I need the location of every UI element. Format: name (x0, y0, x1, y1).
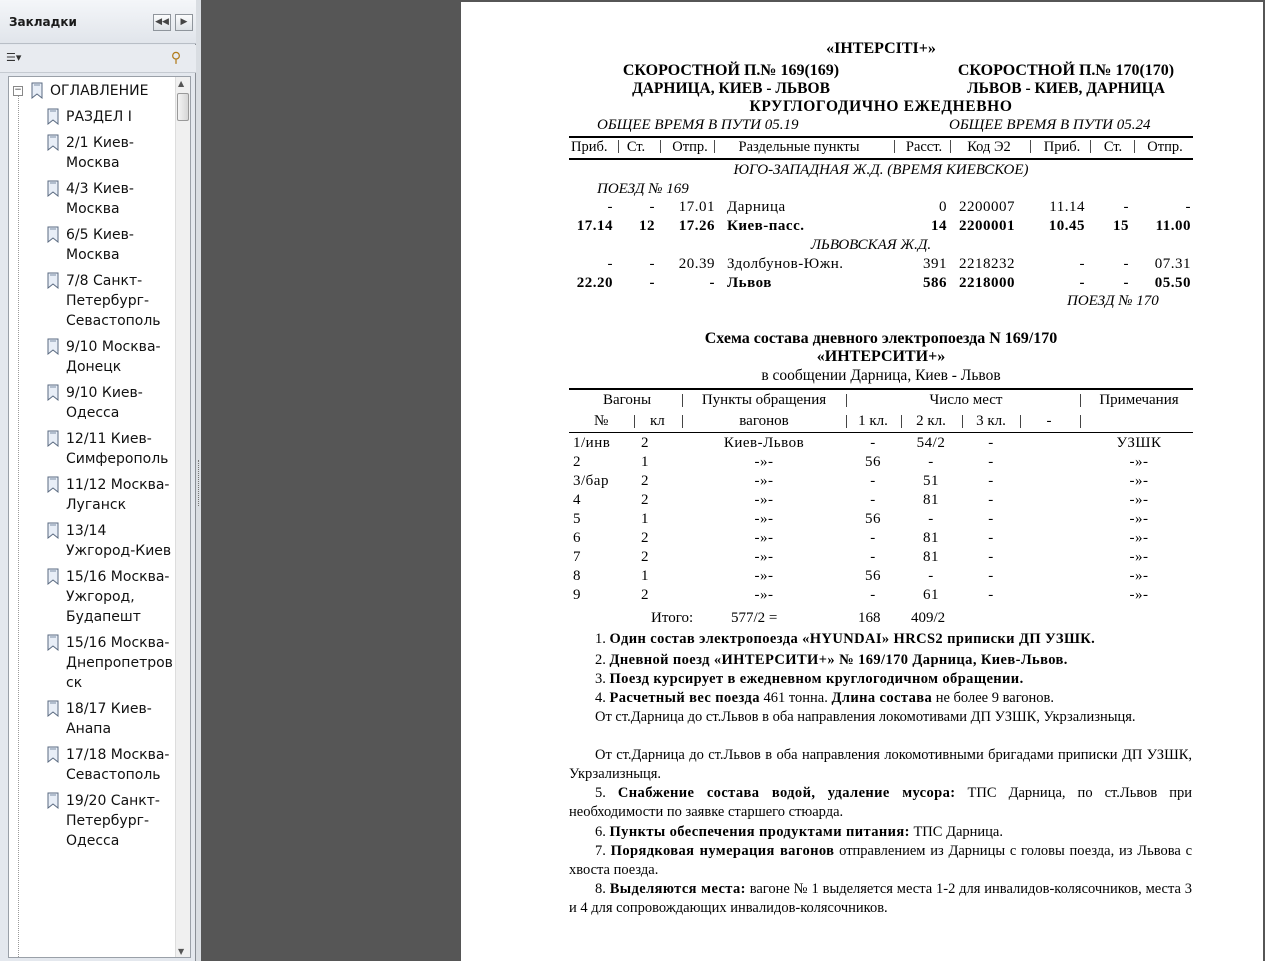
schedule-header-cell: Отпр. (1147, 139, 1183, 155)
car-cell-pt: -»- (754, 568, 774, 584)
schedule-cell-dep: 17.01 (678, 199, 715, 215)
car-cell-s1: - (870, 549, 876, 565)
total-time-left: ОБЩЕЕ ВРЕМЯ В ПУТИ 05.19 (597, 117, 799, 133)
schedule-cell-name: Львов (727, 275, 772, 291)
bookmark-icon (46, 522, 60, 539)
scheme-brand: «ИНТЕРСИТИ+» (816, 348, 946, 365)
car-cell-no: 7 (573, 549, 581, 565)
bookmark-label: 11/12 Москва-Луганск (66, 477, 170, 513)
header-separator: | (1029, 138, 1032, 154)
car-cell-kl: 2 (641, 492, 649, 508)
header-separator: | (893, 138, 896, 154)
note-bold-text: Расчетный вес поезда (609, 690, 760, 706)
col-wagons: Вагоны (602, 392, 652, 408)
note-paragraph (569, 880, 1192, 918)
schedule-cell-dep2: - (1185, 199, 1191, 215)
bookmark-item[interactable] (9, 107, 175, 127)
bookmark-item[interactable] (9, 179, 175, 219)
col-seats: Число мест (929, 392, 1003, 408)
car-cell-s1: - (870, 530, 876, 546)
bookmark-label: 6/5 Киев-Москва (66, 227, 134, 263)
car-cell-note: -»- (1129, 454, 1149, 470)
scheme-subtitle: в сообщении Дарница, Киев - Львов (761, 367, 1001, 384)
schedule-header-cell: Приб. (1043, 139, 1081, 155)
schedule-header-cell: Код Э2 (967, 139, 1011, 155)
car-cell-s3: - (988, 473, 994, 489)
rule-top (569, 136, 1193, 138)
total-count: 577/2 = (731, 610, 778, 626)
tree-scrollbar[interactable] (175, 77, 190, 957)
col-points-2: вагонов (739, 413, 789, 429)
car-cell-s3: - (988, 435, 994, 451)
schedule-cell-st2: 15 (1113, 218, 1129, 234)
train-169-label: ПОЕЗД № 169 (597, 181, 689, 197)
bookmark-label: 7/8 Санкт-Петербург-Севастополь (66, 273, 161, 329)
bookmark-icon (46, 430, 60, 447)
car-cell-no: 3/бар (573, 473, 609, 489)
schedule-cell-name: Киев-пасс. (727, 218, 805, 234)
note-bold-text: Один состав электропоезда «HYUNDAI» HRCS2 приписки ДП УЗШК. (609, 631, 1096, 647)
scroll-down-icon[interactable]: ▼ (178, 947, 185, 956)
left-train-number: СКОРОСТНОЙ П.№ 169(169) (622, 62, 840, 79)
note-paragraph (569, 630, 1192, 649)
car-cell-note: -»- (1129, 549, 1149, 565)
bookmark-item[interactable] (9, 475, 175, 515)
schedule-header-cell: Расст. (905, 139, 943, 155)
car-cell-s1: 56 (865, 511, 881, 527)
bookmarks-header (0, 0, 196, 44)
note-number: 2. (595, 652, 610, 668)
car-cell-kl: 2 (641, 435, 649, 451)
note-text: От ст.Дарница до ст.Львов в оба направления локомотивными бригадами приписки ДП УЗШК, Укрзализныця. (569, 747, 1192, 782)
schedule-cell-st: - (649, 275, 655, 291)
schedule-header-cell: Приб. (571, 139, 608, 155)
bookmark-item[interactable] (9, 791, 175, 851)
bookmark-icon (46, 180, 60, 197)
car-cell-s2: 51 (923, 473, 939, 489)
note-text: не более 9 вагонов. (932, 690, 1055, 706)
bookmark-item[interactable] (9, 567, 175, 627)
document-viewer (201, 0, 1265, 961)
note-paragraph (569, 823, 1192, 842)
car-cell-note: -»- (1129, 530, 1149, 546)
bookmark-list (9, 77, 175, 851)
car-cell-s3: - (988, 530, 994, 546)
note-number: 3. (595, 671, 610, 687)
bookmark-item[interactable] (9, 699, 175, 739)
car-cell-s2: - (928, 568, 934, 584)
car-cell-s3: - (988, 587, 994, 603)
schedule-cell-code: 2218232 (959, 256, 1015, 272)
scroll-thumb[interactable] (177, 93, 189, 121)
total-label: Итого: (651, 610, 694, 626)
note-bold-text: Дневной поезд «ИНТЕРСИТИ+» № 169/170 Дарница, Киев-Львов. (609, 652, 1068, 668)
car-cell-note: -»- (1129, 473, 1149, 489)
splitter-grip[interactable] (198, 460, 200, 506)
schedule-header-cell: Отпр. (672, 139, 708, 155)
car-cell-pt: -»- (754, 511, 774, 527)
bookmark-icon (46, 226, 60, 243)
schedule-cell-arr2: - (1079, 256, 1085, 272)
note-bold-text: Поезд курсирует в ежедневном круглогодичном обращении. (609, 671, 1024, 687)
car-cell-no: 8 (573, 568, 581, 584)
schedule-cell-dep2: 05.50 (1154, 275, 1191, 291)
bookmarks-panel (0, 0, 196, 961)
bookmark-label: 15/16 Москва-Днепропетровск (66, 635, 173, 691)
train-170-label: ПОЕЗД № 170 (1067, 293, 1159, 309)
car-cell-s3: - (988, 492, 994, 508)
col-1kl: 1 кл. (858, 413, 888, 429)
car-cell-kl: 2 (641, 549, 649, 565)
note-text: 461 тонна. (759, 690, 832, 706)
note-text: вагоне № 1 выделяется места 1-2 для инвалидов-колясочников, места 3 и 4 для сопровождающих инвалидов-колясочников. (569, 881, 1193, 916)
collapse-panel-button[interactable] (153, 14, 171, 31)
car-cell-no: 4 (573, 492, 581, 508)
car-cell-no: 5 (573, 511, 581, 527)
note-text: отправлением из Дарницы с головы поезда, из Львова с хвоста поезда. (569, 843, 1193, 878)
right-train-number: СКОРОСТНОЙ П.№ 170(170) (957, 62, 1175, 79)
note-paragraph (569, 708, 1192, 727)
car-cell-s2: - (928, 454, 934, 470)
schedule-note: КРУГЛОГОДИЧНО ЕЖЕДНЕВНО (749, 98, 1013, 115)
bookmark-item[interactable] (9, 521, 175, 561)
bookmark-label: 13/14 Ужгород-Киев (66, 523, 172, 559)
note-number: 4. (595, 690, 610, 706)
car-cell-kl: 1 (641, 454, 649, 470)
col-2kl: 2 кл. (916, 413, 946, 429)
schedule-cell-st2: - (1123, 199, 1129, 215)
bookmark-label: ОГЛАВЛЕНИЕ (50, 83, 149, 99)
note-paragraph (569, 784, 1192, 822)
note-number: 1. (595, 631, 610, 647)
car-cell-kl: 2 (641, 530, 649, 546)
bookmark-icon (46, 746, 60, 763)
car-cell-kl: 1 (641, 511, 649, 527)
car-cell-kl: 2 (641, 473, 649, 489)
note-paragraph (569, 689, 1192, 708)
scroll-up-icon[interactable]: ▲ (178, 79, 185, 88)
schedule-cell-arr2: 10.45 (1048, 218, 1085, 234)
bookmark-item[interactable] (9, 383, 175, 423)
car-cell-pt: -»- (754, 492, 774, 508)
note-number: 7. (595, 843, 611, 859)
schedule-cell-dist: 586 (923, 275, 947, 291)
schedule-cell-st2: - (1123, 256, 1129, 272)
schedule-cell-arr: 22.20 (576, 275, 613, 291)
bookmark-item[interactable] (9, 133, 175, 173)
bookmark-icon (30, 82, 44, 99)
car-cell-note: УЗШК (1116, 435, 1162, 451)
col-class: кл (650, 413, 665, 429)
railway-section-1: ЮГО-ЗАПАДНАЯ Ж.Д. (ВРЕМЯ КИЕВСКОЕ) (733, 162, 1029, 178)
expand-panel-button[interactable] (175, 14, 193, 31)
car-cell-s3: - (988, 511, 994, 527)
car-cell-note: -»- (1129, 587, 1149, 603)
bookmark-label: 15/16 Москва-Ужгород, Будапешт (66, 569, 170, 625)
col-no: № (594, 413, 609, 429)
schedule-cell-code: 2200001 (959, 218, 1015, 234)
bookmark-label: 9/10 Москва-Донецк (66, 339, 161, 375)
total-1kl: 168 (858, 610, 881, 626)
car-cell-no: 6 (573, 530, 581, 546)
bookmark-label: 9/10 Киев-Одесса (66, 385, 143, 421)
rule-composition-header (569, 432, 1193, 433)
bookmark-item[interactable] (9, 633, 175, 693)
col-notes: Примечания (1099, 392, 1179, 408)
schedule-cell-arr: 17.14 (576, 218, 613, 234)
bookmarks-tree (8, 76, 191, 958)
car-cell-s1: 56 (865, 454, 881, 470)
car-cell-no: 1/инв (573, 435, 611, 451)
scheme-title: Схема состава дневного электропоезда N 169/170 (704, 330, 1058, 347)
bookmark-item[interactable] (9, 271, 175, 331)
bookmark-label: 19/20 Санкт-Петербург-Одесса (66, 793, 160, 849)
schedule-cell-st: - (649, 256, 655, 272)
bookmark-root[interactable] (9, 81, 175, 101)
list-options-icon: ☰▾ (6, 51, 22, 64)
bookmark-item[interactable] (9, 745, 175, 785)
schedule-cell-name: Здолбунов-Южн. (727, 256, 844, 272)
car-cell-no: 9 (573, 587, 581, 603)
header-separator: | (617, 138, 620, 154)
car-cell-s2: 61 (923, 587, 939, 603)
bookmark-icon (46, 338, 60, 355)
schedule-cell-dist: 0 (939, 199, 947, 215)
note-number: 6. (595, 824, 610, 840)
schedule-cell-arr: - (607, 199, 613, 215)
note-bold-text: Снабжение состава водой, удаление мусора: (617, 785, 956, 801)
left-train-route: ДАРНИЦА, КИЕВ - ЛЬВОВ (632, 80, 830, 97)
schedule-cell-arr2: - (1079, 275, 1085, 291)
schedule-cell-dep: 20.39 (678, 256, 715, 272)
car-cell-pt: -»- (754, 549, 774, 565)
note-bold-text: Порядковая нумерация вагонов (610, 843, 835, 859)
bookmark-icon (46, 634, 60, 651)
car-cell-s1: - (870, 435, 876, 451)
car-cell-note: -»- (1129, 568, 1149, 584)
car-cell-kl: 2 (641, 587, 649, 603)
note-text: ТПС Дарница, по ст.Львов при необходимости по заявке старшего стюарда. (569, 785, 1193, 820)
options-menu-button[interactable] (6, 51, 34, 67)
car-cell-pt: -»- (754, 530, 774, 546)
pdf-page: «ІНТЕРСІТІ+» СКОРОСТНОЙ П.№ 169(169) ДАРНИЦА, КИЕВ - ЛЬВОВ СКОРОСТНОЙ П.№ 170(170) ЛЬВОВ - КИЕВ, ДАРНИЦА КРУГЛОГОДИЧНО ЕЖЕДНЕВНО ОБЩЕЕ ВРЕМЯ В ПУТИ 05.19 ОБЩЕЕ ВРЕМЯ В ПУТИ 05.24 Приб. Ст. Отпр. Раздельные пункты Расст. Код Э2 Приб. Ст. Отпр. | | | | | | | | ЮГО-ЗАПАДНАЯ Ж.Д. (ВРЕМЯ КИЕВСКОЕ) ПОЕЗД № 169 - - 17.01 Дарница 0 2200007 11.14 - - 17.14 12 17.26 Киев-пасс. 14 2200001 10.45 15 11.00 - - 20.39 Здолбунов-Южн. 391 2218232 - - 07.31 22.20 - - Львов 586 2218000 - - 05.50 ЛЬВОВСКАЯ Ж.Д. ПОЕЗД № 170 Схема состава дневного электропоезда N 169/170 «ИНТЕРСИТИ+» в сообщении Дарница, Киев - Львов Вагоны | Пункты обращения | Число мест | Примечания № | кл | вагонов | 1 кл. | 2 кл. | 3 кл. | - | 1/инв 2 Киев-Львов - 54/2 - УЗШК 2 1 -»- 56 - - -»- 3/бар 2 -»- - 51 - -»- 4 2 -»- - 81 - -»- 5 1 -»- 56 - - -»- 6 2 -»- - 81 - -»- 7 2 -»- - 81 - -»- 8 1 -»- 56 - - -»- 9 2 -»- - 61 - -»- Итого: 577/2 = 168 409/2 1. Один состав электропоезда «HYUNDAI» HRCS2 приписки ДП УЗШК. 2. Дневной поезд «ИНТЕРСИТИ+» № 169/170 Дарница, Киев-Львов. 3. Поезд курсирует в ежедневном круглогодичном обращении. 4. Расчетный вес поезда 461 тонна. Длина состава не более 9 вагонов. От ст.Дарница до ст.Львов в оба направления локомотивами ДП УЗШК, Укрзализныця. От ст.Дарница до ст.Львов в оба направления локомотивными бригадами приписки ДП УЗШК, Укрзализныця. 5. Снабжение состава водой, удаление мусора: ТПС Дарница, по ст.Львов при необходимости по заявке старшего стюарда. 6. Пункты обеспечения продуктами питания: ТПС Дарница. 7. Порядковая нумерация вагонов отправлением из Дарницы с головы поезда, из Львова с хвоста поезда. 8. Выделяются места: вагоне № 1 выделяется места 1-2 для инвалидов-колясочников, места 3 и 4 для сопровождающих инвалидов-колясочников. (461, 2, 1263, 961)
find-bookmark-button[interactable] (167, 50, 185, 68)
bookmarks-title: Закладки (9, 15, 77, 29)
schedule-header-cell: Ст. (1103, 139, 1123, 155)
schedule-cell-st: - (649, 199, 655, 215)
total-2kl: 409/2 (911, 610, 946, 626)
note-bold-text: Длина состава (831, 690, 933, 706)
schedule-cell-arr2: 11.14 (1049, 199, 1085, 215)
car-cell-s2: 54/2 (916, 435, 946, 451)
bookmark-item[interactable] (9, 429, 175, 469)
car-cell-s1: - (870, 587, 876, 603)
note-paragraph (569, 842, 1192, 880)
car-cell-no: 2 (573, 454, 581, 470)
col-extra: - (1046, 413, 1052, 429)
bookmark-label: 12/11 Киев-Симферополь (66, 431, 169, 467)
bookmarks-toolbar (0, 45, 196, 73)
note-number: 5. (595, 785, 618, 801)
schedule-cell-arr: - (607, 256, 613, 272)
header-separator: | (949, 138, 952, 154)
bookmark-label: 4/3 Киев-Москва (66, 181, 134, 217)
col-3kl: 3 кл. (976, 413, 1006, 429)
car-cell-note: -»- (1129, 492, 1149, 508)
schedule-cell-dep2: 07.31 (1154, 256, 1191, 272)
bookmark-item[interactable] (9, 225, 175, 265)
car-cell-pt: Киев-Львов (723, 435, 805, 451)
schedule-cell-name: Дарница (727, 199, 786, 215)
schedule-cell-dep2: 11.00 (1155, 218, 1191, 234)
note-bold-text: Пункты обеспечения продуктами питания: (609, 824, 910, 840)
header-separator: | (659, 138, 662, 154)
schedule-cell-st2: - (1123, 275, 1129, 291)
total-time-right: ОБЩЕЕ ВРЕМЯ В ПУТИ 05.24 (949, 117, 1151, 133)
bookmark-icon (46, 134, 60, 151)
bookmark-item[interactable] (9, 337, 175, 377)
car-cell-note: -»- (1129, 511, 1149, 527)
car-cell-kl: 1 (641, 568, 649, 584)
schedule-header-cell: Раздельные пункты (738, 139, 860, 155)
car-cell-s3: - (988, 454, 994, 470)
bookmark-label: 2/1 Киев-Москва (66, 135, 134, 171)
note-bold-text: Выделяются места: (609, 881, 746, 897)
bookmark-icon (46, 792, 60, 809)
car-cell-s2: 81 (923, 492, 939, 508)
schedule-cell-dist: 391 (923, 256, 947, 272)
note-paragraph (569, 651, 1192, 670)
bookmark-icon (46, 272, 60, 289)
brand-title: «ІНТЕРСІТІ+» (826, 40, 936, 57)
schedule-cell-st: 12 (639, 218, 655, 234)
schedule-cell-dep: 17.26 (678, 218, 715, 234)
rule-header-bottom (569, 158, 1193, 160)
car-cell-s2: 81 (923, 530, 939, 546)
schedule-cell-dist: 14 (931, 218, 947, 234)
schedule-cell-dep: - (709, 275, 715, 291)
bookmark-label: РАЗДЕЛ I (66, 109, 132, 125)
note-paragraph (569, 670, 1192, 689)
header-separator: | (1089, 138, 1092, 154)
car-cell-s3: - (988, 549, 994, 565)
car-cell-pt: -»- (754, 454, 774, 470)
schedule-cell-code: 2218000 (959, 275, 1015, 291)
note-text: От ст.Дарница до ст.Львов в оба направления локомотивами ДП УЗШК, Укрзализныця. (595, 709, 1136, 725)
car-cell-s1: 56 (865, 568, 881, 584)
bookmark-icon (46, 108, 60, 125)
double-left-arrow-icon: ◀◀ (155, 17, 169, 27)
col-points: Пункты обращения (701, 392, 827, 408)
schedule-header-cell: Ст. (626, 139, 646, 155)
bookmark-icon (46, 476, 60, 493)
bookmark-label: 17/18 Москва-Севастополь (66, 747, 170, 783)
car-cell-s3: - (988, 568, 994, 584)
note-text: ТПС Дарница. (909, 824, 1003, 840)
car-cell-s1: - (870, 492, 876, 508)
note-number: 8. (595, 881, 610, 897)
car-cell-pt: -»- (754, 473, 774, 489)
find-bookmark-icon: ⚲ (170, 50, 182, 66)
schedule-cell-code: 2200007 (959, 199, 1015, 215)
header-separator: | (1133, 138, 1136, 154)
bookmark-icon (46, 700, 60, 717)
rule-composition-top (569, 388, 1193, 390)
right-arrow-icon: ▶ (180, 17, 188, 27)
car-cell-pt: -»- (754, 587, 774, 603)
bookmark-icon (46, 568, 60, 585)
car-cell-s2: 81 (923, 549, 939, 565)
car-cell-s2: - (928, 511, 934, 527)
header-separator: | (713, 138, 716, 154)
bookmark-label: 18/17 Киев-Анапа (66, 701, 152, 737)
bookmark-icon (46, 384, 60, 401)
collapse-toggle-icon[interactable]: − (14, 85, 22, 95)
railway-section-2: ЛЬВОВСКАЯ Ж.Д. (810, 237, 932, 253)
right-train-route: ЛЬВОВ - КИЕВ, ДАРНИЦА (967, 80, 1165, 97)
note-paragraph (569, 746, 1192, 784)
car-cell-s1: - (870, 473, 876, 489)
